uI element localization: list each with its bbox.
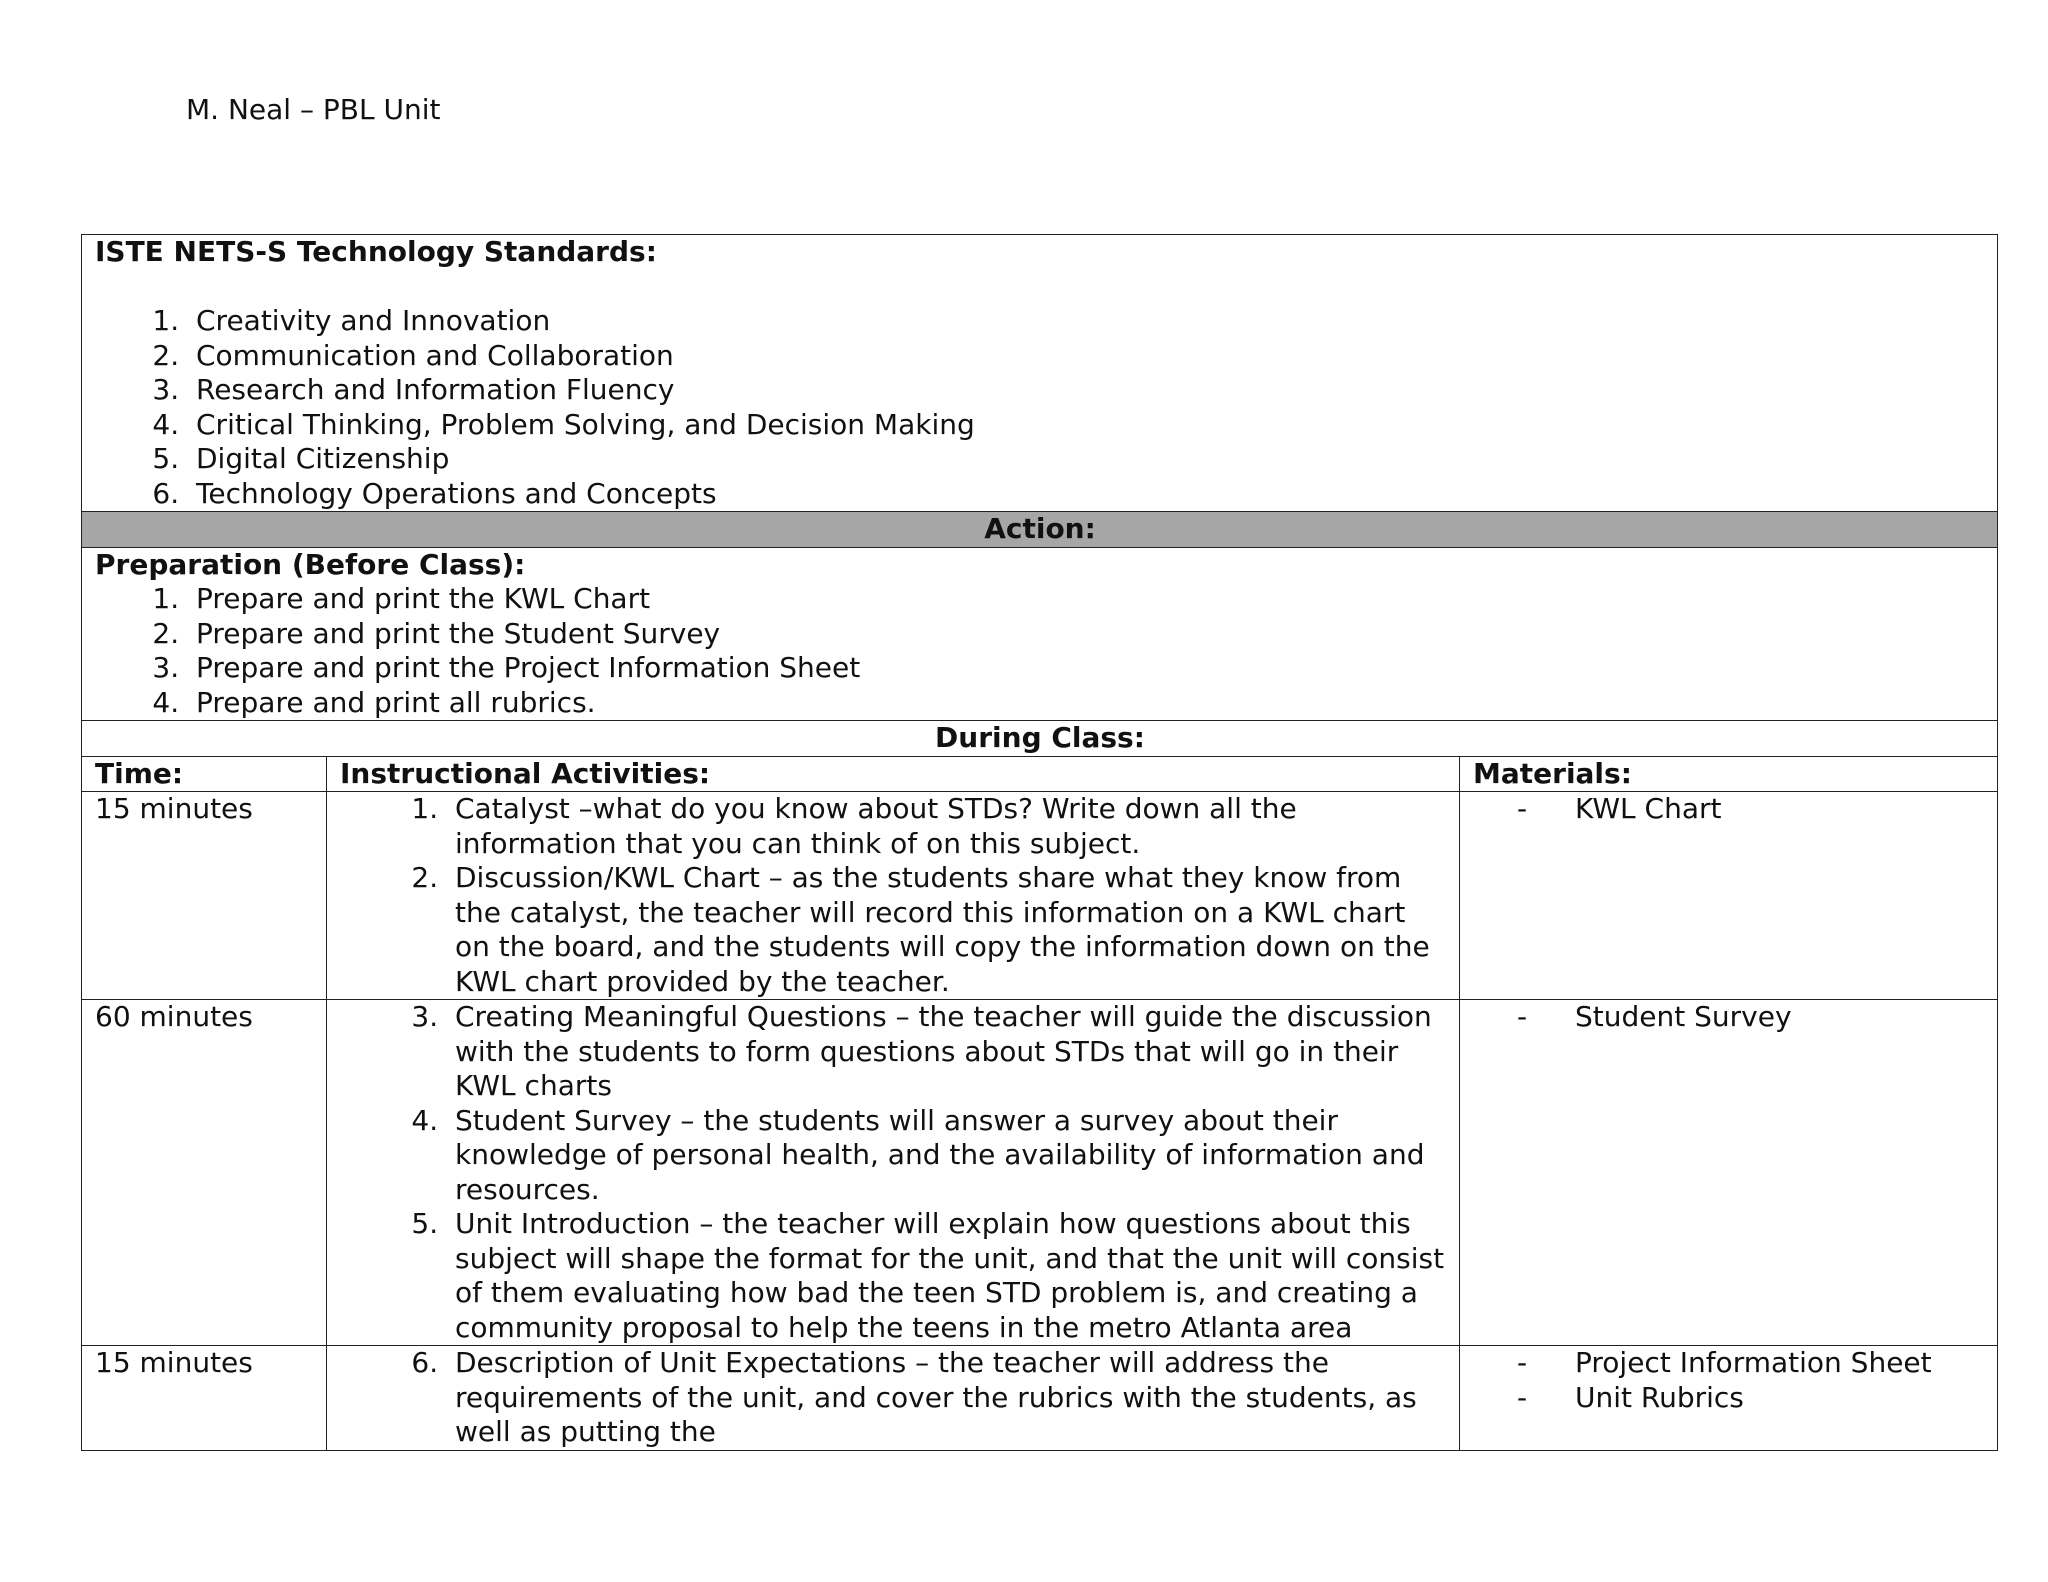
list-item: 1. Catalyst –what do you know about STDs? Write down all the information that you can think of on this subject. bbox=[447, 792, 1447, 861]
list-item: 5. Unit Introduction – the teacher will explain how questions about this subject will shape the format for the unit, and that the unit will consist of them evaluating how bad the teen STD problem is, and creating a community proposal to help the teens in the metro Atlanta area bbox=[447, 1207, 1447, 1345]
materials-list bbox=[1473, 1346, 1985, 1415]
material-label: Unit Rubrics bbox=[1575, 1380, 1744, 1414]
activities-header: Instructional Activities: bbox=[327, 756, 1460, 792]
standards-row bbox=[82, 235, 1998, 512]
action-row bbox=[82, 512, 1998, 548]
material-label: KWL Chart bbox=[1575, 792, 1722, 825]
time-cell: 60 minutes bbox=[82, 1000, 327, 1346]
list-item: 4. Student Survey – the students will answer a survey about their knowledge of personal health, and the availability of information and resources. bbox=[447, 1104, 1447, 1208]
during-class-heading: During Class: bbox=[82, 721, 1998, 757]
time-cell: 15 minutes bbox=[82, 792, 327, 1000]
activities-cell bbox=[327, 792, 1460, 1000]
list-item: 3. Research and Information Fluency bbox=[188, 373, 1985, 408]
preparation-row bbox=[82, 547, 1998, 721]
table-row bbox=[82, 792, 1998, 1000]
material-label: Student Survey bbox=[1575, 1000, 1792, 1033]
material-label: Project Information Sheet bbox=[1575, 1346, 1932, 1379]
activities-list bbox=[340, 1000, 1447, 1345]
list-item: - Unit Rubrics bbox=[1517, 1380, 1744, 1414]
action-heading: Action: bbox=[82, 512, 1998, 548]
activities-list bbox=[340, 792, 1447, 999]
list-item: 4. Prepare and print all rubrics. bbox=[188, 686, 1985, 721]
lesson-plan-table bbox=[81, 234, 1998, 1451]
list-item: 2. Communication and Collaboration bbox=[188, 339, 1985, 374]
list-item: 3. Creating Meaningful Questions – the teacher will guide the discussion with the students to form questions about STDs that will go in their KWL charts bbox=[447, 1000, 1447, 1104]
materials-list bbox=[1473, 792, 1985, 827]
activities-cell bbox=[327, 1000, 1460, 1346]
page-header: M. Neal – PBL Unit bbox=[186, 93, 441, 126]
standards-title: ISTE NETS-S Technology Standards: bbox=[95, 235, 657, 268]
list-item: 6. Description of Unit Expectations – the teacher will address the requirements of the unit, and cover the rubrics with the students, as well as putting the bbox=[447, 1346, 1447, 1450]
list-item: 6. Technology Operations and Concepts bbox=[188, 477, 1985, 512]
preparation-cell bbox=[82, 547, 1998, 721]
preparation-title: Preparation (Before Class): bbox=[95, 547, 526, 581]
table-row bbox=[82, 1000, 1998, 1346]
materials-cell bbox=[1460, 1000, 1998, 1346]
list-item: 4. Critical Thinking, Problem Solving, and Decision Making bbox=[188, 408, 1985, 443]
activities-list bbox=[340, 1346, 1447, 1450]
standards-list bbox=[95, 304, 1985, 511]
list-item: 3. Prepare and print the Project Information Sheet bbox=[188, 651, 1985, 686]
list-item: 1. Creativity and Innovation bbox=[188, 304, 1985, 339]
materials-cell bbox=[1460, 1346, 1998, 1451]
list-item: 2. Discussion/KWL Chart – as the students share what they know from the catalyst, the teacher will record this information on a KWL chart on the board, and the students will copy the information down on the KWL chart provided by the teacher. bbox=[447, 861, 1447, 999]
list-item: 1. Prepare and print the KWL Chart bbox=[188, 582, 1985, 617]
table-row bbox=[82, 1346, 1998, 1451]
list-item: - Project Information Sheet bbox=[1517, 1346, 1932, 1379]
time-header: Time: bbox=[82, 756, 327, 792]
materials-list bbox=[1473, 1000, 1985, 1035]
activities-cell bbox=[327, 1346, 1460, 1451]
column-headers-row bbox=[82, 756, 1998, 792]
standards-cell bbox=[82, 235, 1998, 512]
list-item: 2. Prepare and print the Student Survey bbox=[188, 617, 1985, 652]
list-item: - Student Survey bbox=[1517, 1000, 1792, 1033]
during-class-row bbox=[82, 721, 1998, 757]
materials-cell bbox=[1460, 792, 1998, 1000]
list-item: 5. Digital Citizenship bbox=[188, 442, 1985, 477]
list-item: - KWL Chart bbox=[1517, 792, 1722, 825]
materials-header: Materials: bbox=[1460, 756, 1998, 792]
time-cell: 15 minutes bbox=[82, 1346, 327, 1451]
preparation-list bbox=[95, 582, 1985, 720]
